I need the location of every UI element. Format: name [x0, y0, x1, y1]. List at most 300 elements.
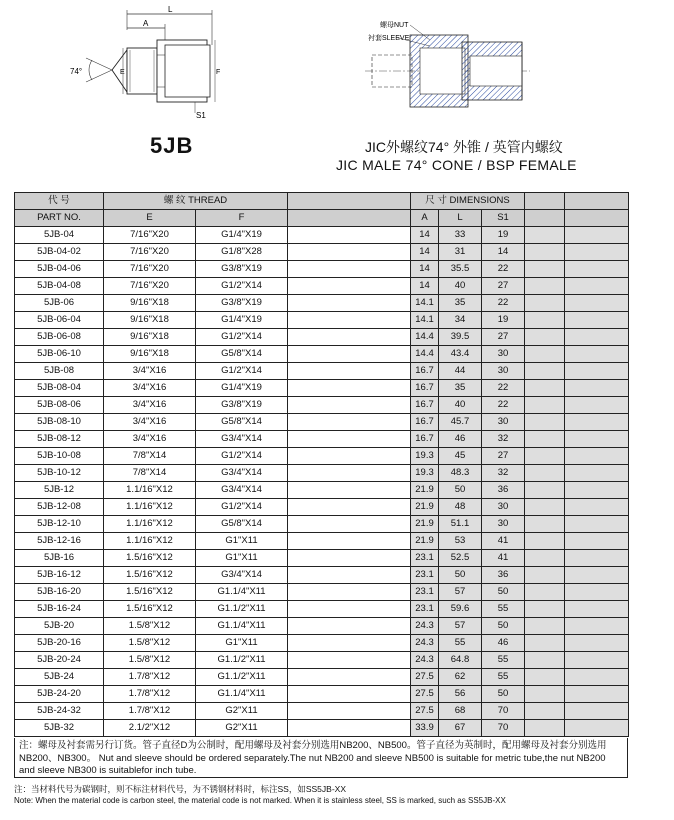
cell-gap — [288, 448, 411, 465]
cell-thread-F: G3/8"X19 — [196, 261, 288, 278]
cell-dim-L: 64.8 — [439, 652, 482, 669]
cell-extra — [525, 363, 565, 380]
cell-dim-S1: 55 — [482, 652, 525, 669]
cell-thread-F: G1.1/2"X11 — [196, 601, 288, 618]
cell-extra — [565, 703, 629, 720]
cell-extra — [565, 652, 629, 669]
cell-extra — [565, 329, 629, 346]
cell-dim-A: 23.1 — [411, 584, 439, 601]
footnote-chinese: 注：当材料代号为碳钢时，则不标注材料代号，为不锈钢材料时，标注SS，如SS5JB-XX — [14, 784, 346, 794]
cell-part-no: 5JB-08-12 — [15, 431, 104, 448]
cell-gap — [288, 686, 411, 703]
cell-extra — [525, 397, 565, 414]
cell-dim-L: 53 — [439, 533, 482, 550]
cell-gap — [288, 499, 411, 516]
cell-dim-A: 24.3 — [411, 635, 439, 652]
cell-dim-S1: 19 — [482, 227, 525, 244]
cell-thread-E: 3/4"X16 — [104, 363, 196, 380]
cell-gap — [288, 329, 411, 346]
header-F: F — [196, 210, 288, 227]
cell-part-no: 5JB-24 — [15, 669, 104, 686]
cell-extra — [525, 567, 565, 584]
dim-S1-label: S1 — [196, 111, 206, 120]
cell-dim-S1: 27 — [482, 329, 525, 346]
cell-extra — [525, 601, 565, 618]
cell-gap — [288, 380, 411, 397]
cell-dim-A: 24.3 — [411, 652, 439, 669]
cell-gap — [288, 652, 411, 669]
cell-thread-E: 1.1/16"X12 — [104, 499, 196, 516]
cell-thread-E: 7/16"X20 — [104, 227, 196, 244]
cell-dim-S1: 32 — [482, 465, 525, 482]
cell-thread-E: 7/8"X14 — [104, 465, 196, 482]
cell-thread-F: G1/2"X14 — [196, 448, 288, 465]
cell-dim-A: 16.7 — [411, 380, 439, 397]
cell-extra — [525, 380, 565, 397]
angle-label: 74° — [70, 67, 83, 76]
cell-thread-F: G5/8"X14 — [196, 346, 288, 363]
cell-dim-S1: 50 — [482, 686, 525, 703]
cell-extra — [525, 720, 565, 737]
model-code: 5JB — [150, 133, 194, 158]
table-row — [15, 482, 629, 499]
cell-extra — [525, 295, 565, 312]
cell-extra — [525, 261, 565, 278]
notes-box — [14, 738, 628, 778]
cell-extra — [565, 363, 629, 380]
cell-extra — [525, 414, 565, 431]
cell-thread-E: 3/4"X16 — [104, 414, 196, 431]
cell-extra — [525, 346, 565, 363]
cell-extra — [565, 516, 629, 533]
cell-part-no: 5JB-12 — [15, 482, 104, 499]
table-row — [15, 635, 629, 652]
table-row — [15, 295, 629, 312]
cell-extra — [565, 465, 629, 482]
cell-extra — [525, 533, 565, 550]
cell-part-no: 5JB-04 — [15, 227, 104, 244]
table-row — [15, 550, 629, 567]
cell-thread-F: G1"X11 — [196, 550, 288, 567]
cell-part-no: 5JB-12-16 — [15, 533, 104, 550]
cell-extra — [525, 669, 565, 686]
cell-gap — [288, 550, 411, 567]
cell-dim-A: 14 — [411, 227, 439, 244]
cell-part-no: 5JB-20-16 — [15, 635, 104, 652]
cell-extra — [525, 244, 565, 261]
cell-extra — [525, 703, 565, 720]
header-extra-1 — [525, 193, 565, 210]
cell-dim-S1: 36 — [482, 567, 525, 584]
cell-extra — [525, 652, 565, 669]
cell-thread-F: G1/2"X14 — [196, 363, 288, 380]
cell-thread-E: 9/16"X18 — [104, 329, 196, 346]
cell-thread-F: G3/4"X14 — [196, 431, 288, 448]
cell-thread-F: G3/4"X14 — [196, 567, 288, 584]
cell-gap — [288, 431, 411, 448]
cell-part-no: 5JB-06-04 — [15, 312, 104, 329]
cell-thread-F: G1/4"X19 — [196, 227, 288, 244]
cell-extra — [565, 720, 629, 737]
cell-part-no: 5JB-16-20 — [15, 584, 104, 601]
cell-thread-E: 1.7/8"X12 — [104, 703, 196, 720]
header-A: A — [411, 210, 439, 227]
cell-gap — [288, 244, 411, 261]
table-row — [15, 261, 629, 278]
cell-thread-F: G1.1/2"X11 — [196, 669, 288, 686]
cell-dim-S1: 30 — [482, 363, 525, 380]
cell-extra — [525, 329, 565, 346]
header-code-cn: 代 号 — [15, 193, 104, 210]
cell-extra — [565, 686, 629, 703]
cell-dim-L: 59.6 — [439, 601, 482, 618]
cell-thread-E: 1.1/16"X12 — [104, 516, 196, 533]
cell-extra — [565, 567, 629, 584]
cell-part-no: 5JB-08-10 — [15, 414, 104, 431]
cell-part-no: 5JB-12-10 — [15, 516, 104, 533]
cell-part-no: 5JB-10-08 — [15, 448, 104, 465]
cell-gap — [288, 414, 411, 431]
header-L: L — [439, 210, 482, 227]
table-row — [15, 516, 629, 533]
cell-extra — [565, 669, 629, 686]
cell-thread-F: G1.1/4"X11 — [196, 686, 288, 703]
cell-dim-A: 14 — [411, 244, 439, 261]
cell-gap — [288, 312, 411, 329]
table-row — [15, 397, 629, 414]
header-gap — [288, 193, 411, 210]
cell-dim-L: 55 — [439, 635, 482, 652]
cell-extra — [525, 482, 565, 499]
cell-dim-S1: 22 — [482, 295, 525, 312]
cell-thread-F: G3/8"X19 — [196, 295, 288, 312]
cell-extra — [565, 380, 629, 397]
header-row-1 — [15, 193, 629, 210]
table-row — [15, 244, 629, 261]
dim-L-label: L — [168, 5, 173, 14]
cell-extra — [525, 448, 565, 465]
cell-extra — [525, 686, 565, 703]
cell-gap — [288, 465, 411, 482]
cell-part-no: 5JB-04-08 — [15, 278, 104, 295]
cell-dim-S1: 70 — [482, 720, 525, 737]
cell-thread-F: G1"X11 — [196, 635, 288, 652]
table-row — [15, 601, 629, 618]
cell-part-no: 5JB-24-32 — [15, 703, 104, 720]
cell-dim-L: 40 — [439, 397, 482, 414]
cell-gap — [288, 482, 411, 499]
cell-extra — [525, 550, 565, 567]
table-row — [15, 431, 629, 448]
cell-part-no: 5JB-06-10 — [15, 346, 104, 363]
cell-dim-L: 48 — [439, 499, 482, 516]
table-row — [15, 278, 629, 295]
cell-dim-A: 21.9 — [411, 482, 439, 499]
table-row — [15, 346, 629, 363]
cell-dim-S1: 32 — [482, 431, 525, 448]
cell-dim-S1: 22 — [482, 397, 525, 414]
cell-dim-L: 35 — [439, 295, 482, 312]
cell-dim-L: 62 — [439, 669, 482, 686]
header-extra-1 — [525, 210, 565, 227]
cell-thread-E: 3/4"X16 — [104, 380, 196, 397]
cell-dim-L: 57 — [439, 618, 482, 635]
cell-dim-L: 67 — [439, 720, 482, 737]
cell-extra — [525, 278, 565, 295]
header-E: E — [104, 210, 196, 227]
cell-dim-A: 27.5 — [411, 703, 439, 720]
cell-thread-E: 1.5/8"X12 — [104, 635, 196, 652]
cell-thread-E: 9/16"X18 — [104, 346, 196, 363]
cell-dim-A: 24.3 — [411, 618, 439, 635]
header-dimensions: 尺 寸 DIMENSIONS — [411, 193, 525, 210]
cell-gap — [288, 278, 411, 295]
dim-E-label: E — [120, 69, 125, 76]
cell-part-no: 5JB-16 — [15, 550, 104, 567]
cell-dim-A: 27.5 — [411, 669, 439, 686]
cell-dim-L: 50 — [439, 567, 482, 584]
table-row — [15, 363, 629, 380]
table-row — [15, 312, 629, 329]
cell-dim-L: 35 — [439, 380, 482, 397]
cell-part-no: 5JB-32 — [15, 720, 104, 737]
cell-gap — [288, 567, 411, 584]
cell-extra — [565, 431, 629, 448]
cell-extra — [565, 261, 629, 278]
cell-thread-F: G1.1/2"X11 — [196, 652, 288, 669]
cell-thread-E: 9/16"X18 — [104, 312, 196, 329]
cell-gap — [288, 261, 411, 278]
cell-extra — [565, 397, 629, 414]
table-row — [15, 414, 629, 431]
cell-thread-F: G2"X11 — [196, 720, 288, 737]
cell-dim-S1: 30 — [482, 414, 525, 431]
cell-dim-A: 14.1 — [411, 312, 439, 329]
cell-thread-E: 7/8"X14 — [104, 448, 196, 465]
cell-dim-L: 43.4 — [439, 346, 482, 363]
cell-extra — [565, 227, 629, 244]
cell-dim-S1: 41 — [482, 533, 525, 550]
cell-dim-S1: 30 — [482, 499, 525, 516]
cell-dim-A: 16.7 — [411, 397, 439, 414]
cell-extra — [565, 448, 629, 465]
cell-dim-S1: 30 — [482, 516, 525, 533]
specification-table — [14, 192, 629, 737]
cell-part-no: 5JB-08 — [15, 363, 104, 380]
cell-dim-S1: 22 — [482, 261, 525, 278]
cell-thread-F: G3/4"X14 — [196, 465, 288, 482]
title-chinese: JIC外螺纹74° 外锥 / 英管内螺纹 — [365, 139, 563, 155]
table-row — [15, 669, 629, 686]
cell-extra — [565, 550, 629, 567]
cell-dim-S1: 50 — [482, 584, 525, 601]
cell-thread-F: G1/2"X14 — [196, 329, 288, 346]
title-english: JIC MALE 74° CONE / BSP FEMALE — [336, 157, 577, 173]
cell-gap — [288, 363, 411, 380]
cell-dim-S1: 14 — [482, 244, 525, 261]
cell-gap — [288, 346, 411, 363]
note-chinese: 注：螺母及衬套需另行订货。管子直径D为公制时，配用螺母及衬套分别选用NB200、NB500。管子直径为英制时，配用螺母及衬套分别选用NB200、NB300。 — [19, 740, 607, 764]
table-row — [15, 567, 629, 584]
cell-part-no: 5JB-04-06 — [15, 261, 104, 278]
cell-extra — [525, 516, 565, 533]
cell-dim-L: 56 — [439, 686, 482, 703]
table-row — [15, 652, 629, 669]
cell-thread-E: 7/16"X20 — [104, 278, 196, 295]
cell-dim-S1: 27 — [482, 278, 525, 295]
cell-dim-S1: 70 — [482, 703, 525, 720]
drawings — [0, 0, 674, 130]
cell-extra — [525, 431, 565, 448]
cell-extra — [565, 278, 629, 295]
cell-dim-L: 31 — [439, 244, 482, 261]
cell-extra — [565, 618, 629, 635]
table-row — [15, 448, 629, 465]
cell-gap — [288, 669, 411, 686]
header-S1: S1 — [482, 210, 525, 227]
note-english: Nut and sleeve should be ordered separately.The nut NB200 and sleeve NB500 is suitable for metric tube,the nut NB200 and sleeve NB300 is suitablefor inch tube. — [19, 752, 606, 776]
cell-dim-L: 45.7 — [439, 414, 482, 431]
cell-thread-E: 2.1/2"X12 — [104, 720, 196, 737]
cell-extra — [525, 499, 565, 516]
cell-dim-A: 14.4 — [411, 329, 439, 346]
cell-gap — [288, 516, 411, 533]
header-extra-2 — [565, 193, 629, 210]
cell-thread-F: G3/8"X19 — [196, 397, 288, 414]
cell-thread-F: G1.1/4"X11 — [196, 618, 288, 635]
cell-extra — [525, 635, 565, 652]
cell-thread-E: 1.5/16"X12 — [104, 601, 196, 618]
table-row — [15, 465, 629, 482]
cell-dim-L: 57 — [439, 584, 482, 601]
cell-extra — [525, 465, 565, 482]
cell-gap — [288, 703, 411, 720]
cell-thread-F: G1/8"X28 — [196, 244, 288, 261]
cell-extra — [565, 601, 629, 618]
cell-part-no: 5JB-04-02 — [15, 244, 104, 261]
cell-dim-S1: 55 — [482, 669, 525, 686]
cell-dim-A: 19.3 — [411, 465, 439, 482]
cell-part-no: 5JB-16-24 — [15, 601, 104, 618]
cell-part-no: 5JB-20 — [15, 618, 104, 635]
table-row — [15, 329, 629, 346]
cell-gap — [288, 584, 411, 601]
cell-gap — [288, 227, 411, 244]
table-row — [15, 533, 629, 550]
cell-extra — [565, 499, 629, 516]
cell-thread-F: G3/4"X14 — [196, 482, 288, 499]
cell-part-no: 5JB-10-12 — [15, 465, 104, 482]
cell-dim-A: 27.5 — [411, 686, 439, 703]
cell-part-no: 5JB-24-20 — [15, 686, 104, 703]
cell-dim-A: 21.9 — [411, 516, 439, 533]
cell-extra — [565, 533, 629, 550]
cell-extra — [525, 312, 565, 329]
cell-dim-L: 39.5 — [439, 329, 482, 346]
dim-A-label: A — [143, 19, 149, 28]
cell-thread-F: G1/4"X19 — [196, 312, 288, 329]
cell-thread-E: 3/4"X16 — [104, 397, 196, 414]
cell-dim-L: 46 — [439, 431, 482, 448]
cell-thread-E: 1.7/8"X12 — [104, 669, 196, 686]
cell-gap — [288, 295, 411, 312]
cell-dim-S1: 22 — [482, 380, 525, 397]
table-row — [15, 227, 629, 244]
cell-extra — [565, 635, 629, 652]
cell-thread-E: 1.5/8"X12 — [104, 618, 196, 635]
cell-dim-A: 14.1 — [411, 295, 439, 312]
sleeve-label: 衬套SLEEVE — [368, 35, 410, 42]
cell-dim-A: 21.9 — [411, 533, 439, 550]
cell-part-no: 5JB-16-12 — [15, 567, 104, 584]
cell-extra — [525, 584, 565, 601]
cell-extra — [565, 312, 629, 329]
cell-thread-F: G1.1/4"X11 — [196, 584, 288, 601]
cell-extra — [565, 584, 629, 601]
cell-gap — [288, 397, 411, 414]
cell-dim-A: 16.7 — [411, 414, 439, 431]
cell-thread-E: 9/16"X18 — [104, 295, 196, 312]
cell-thread-E: 1.5/16"X12 — [104, 567, 196, 584]
cell-extra — [565, 244, 629, 261]
cell-dim-S1: 55 — [482, 601, 525, 618]
cell-extra — [565, 295, 629, 312]
cell-thread-E: 1.7/8"X12 — [104, 686, 196, 703]
cell-thread-F: G1"X11 — [196, 533, 288, 550]
cell-thread-E: 1.1/16"X12 — [104, 482, 196, 499]
cell-thread-F: G1/2"X14 — [196, 278, 288, 295]
cell-extra — [565, 414, 629, 431]
cell-dim-L: 33 — [439, 227, 482, 244]
cell-thread-F: G1/4"X19 — [196, 380, 288, 397]
cell-extra — [525, 618, 565, 635]
cell-gap — [288, 720, 411, 737]
cell-thread-F: G2"X11 — [196, 703, 288, 720]
cell-thread-E: 1.5/16"X12 — [104, 550, 196, 567]
cell-dim-A: 16.7 — [411, 363, 439, 380]
cell-dim-L: 48.3 — [439, 465, 482, 482]
table-row — [15, 380, 629, 397]
cell-dim-S1: 50 — [482, 618, 525, 635]
cell-dim-A: 33.9 — [411, 720, 439, 737]
cell-part-no: 5JB-08-04 — [15, 380, 104, 397]
header-gap — [288, 210, 411, 227]
table-row — [15, 618, 629, 635]
cell-extra — [565, 346, 629, 363]
cell-dim-A: 23.1 — [411, 550, 439, 567]
cell-dim-A: 14 — [411, 278, 439, 295]
cell-dim-A: 23.1 — [411, 567, 439, 584]
header-row-2 — [15, 210, 629, 227]
cell-thread-F: G5/8"X14 — [196, 414, 288, 431]
cell-dim-A: 16.7 — [411, 431, 439, 448]
cell-thread-E: 7/16"X20 — [104, 261, 196, 278]
cell-dim-L: 45 — [439, 448, 482, 465]
cell-extra — [525, 227, 565, 244]
cell-thread-E: 7/16"X20 — [104, 244, 196, 261]
cell-thread-F: G5/8"X14 — [196, 516, 288, 533]
table-row — [15, 584, 629, 601]
cell-dim-L: 34 — [439, 312, 482, 329]
cell-dim-A: 14 — [411, 261, 439, 278]
cell-dim-L: 52.5 — [439, 550, 482, 567]
cell-dim-S1: 36 — [482, 482, 525, 499]
cell-dim-L: 68 — [439, 703, 482, 720]
cell-dim-A: 21.9 — [411, 499, 439, 516]
cell-part-no: 5JB-12-08 — [15, 499, 104, 516]
cell-dim-A: 23.1 — [411, 601, 439, 618]
header-thread: 螺 纹 THREAD — [104, 193, 288, 210]
